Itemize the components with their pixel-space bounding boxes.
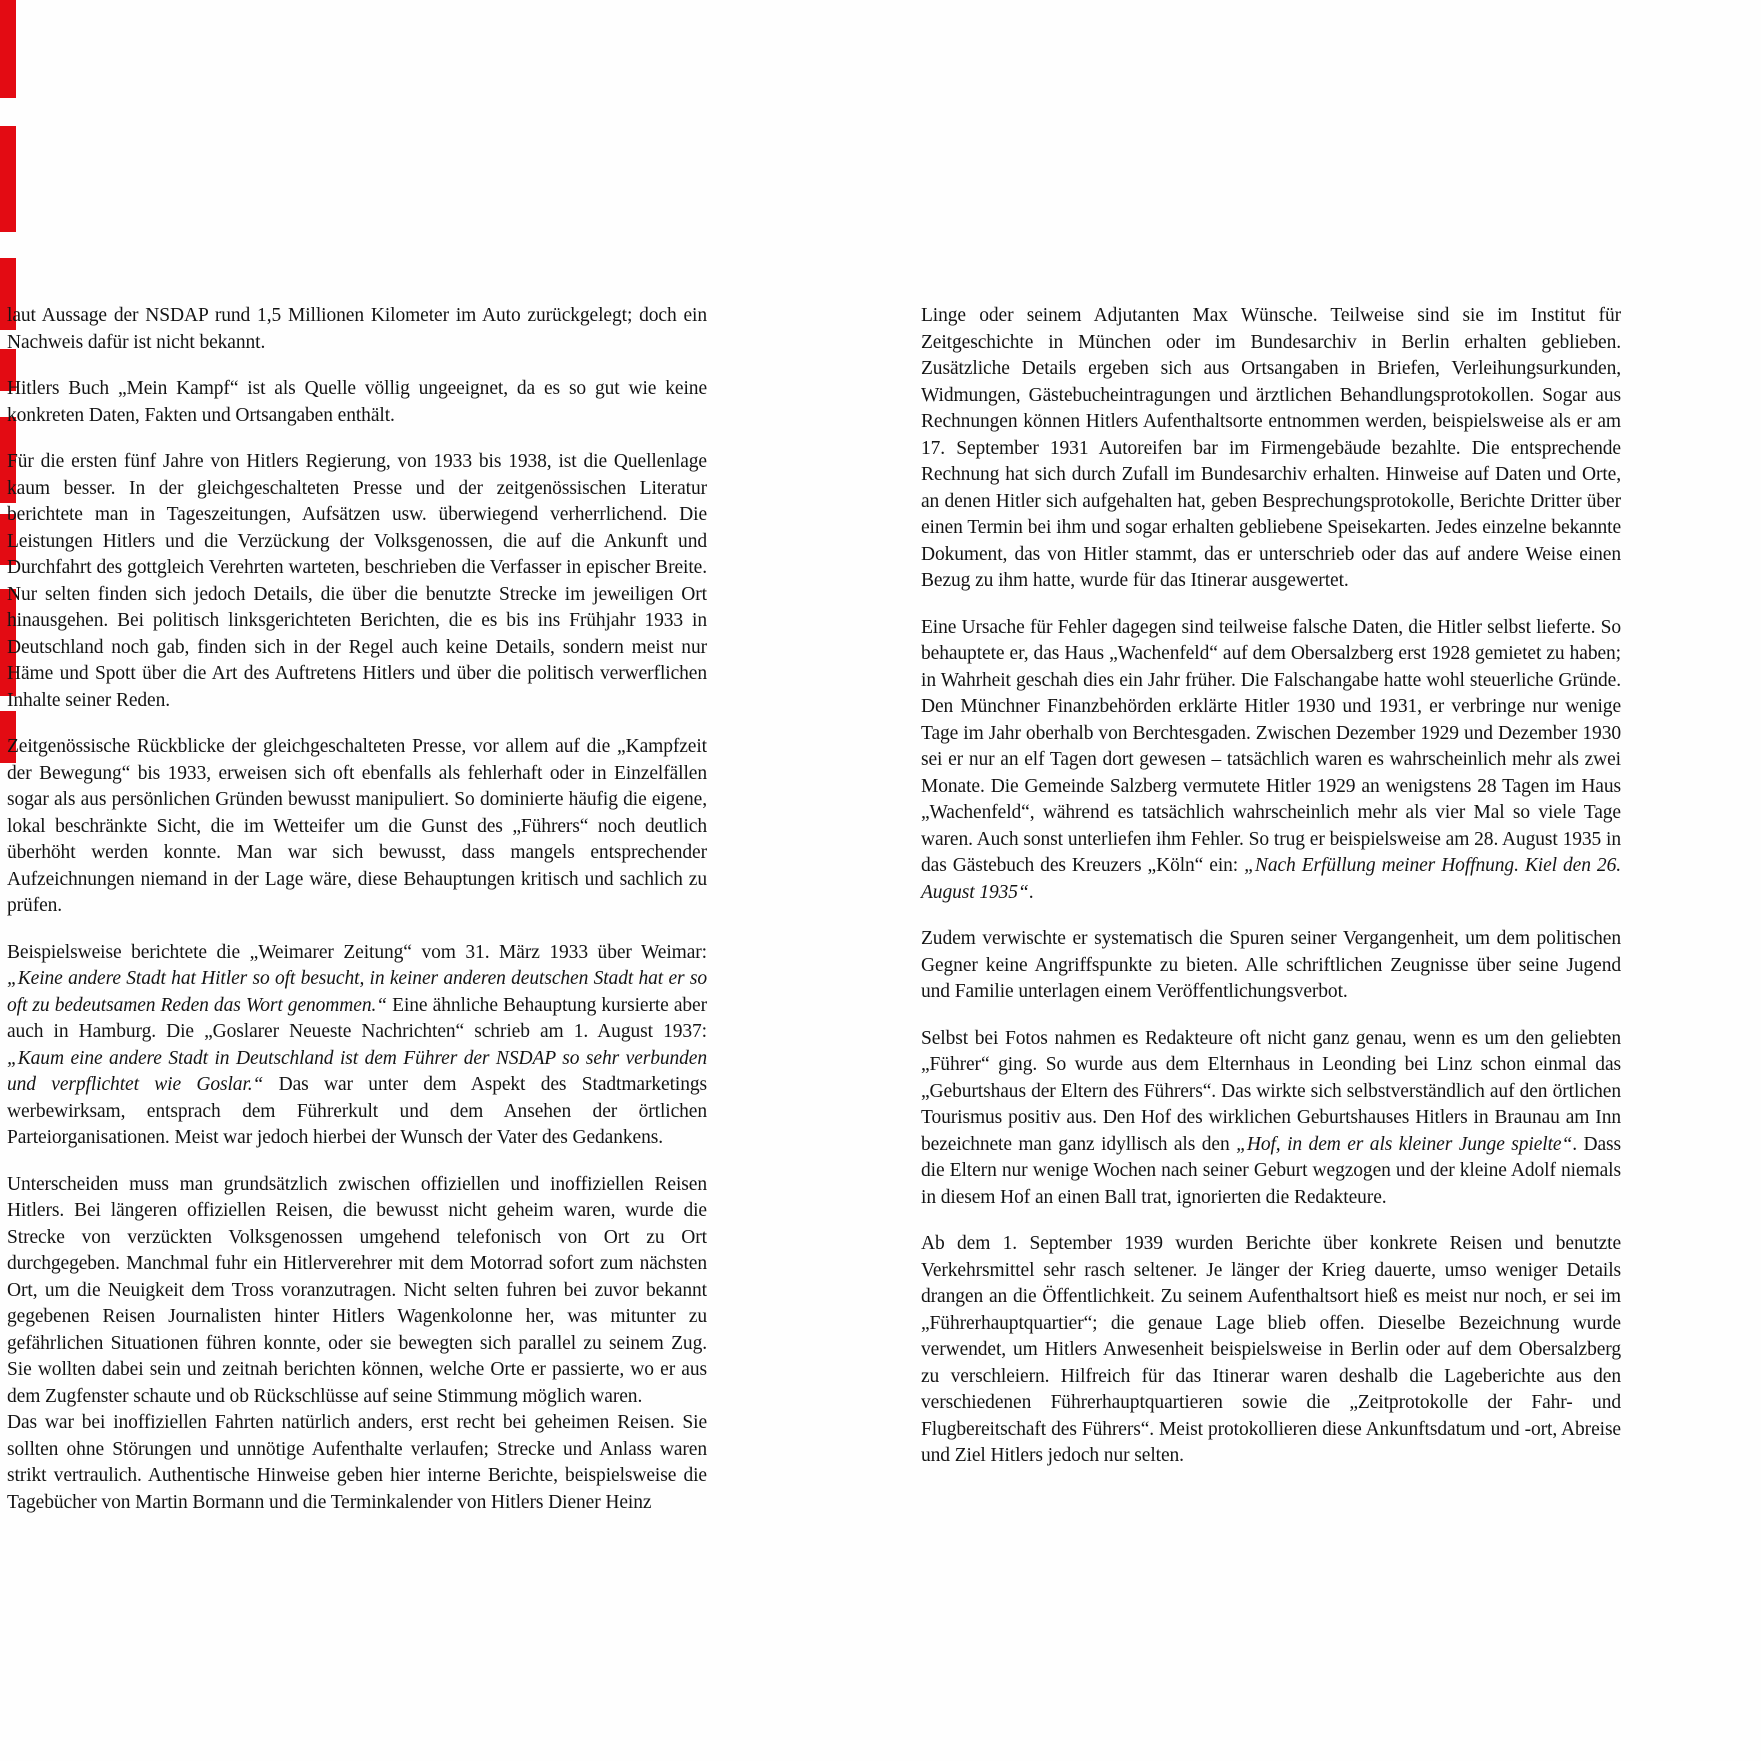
text-run: Eine Ursache für Fehler dagegen sind teilweise falsche Daten, die Hitler selbst lieferte. So behauptete er, das Haus „Wachenfeld“ auf dem Obersalzberg erst 1928 gemietet zu haben; in Wahrheit geschah dies ein Jahr früher. Die Falschangabe hatte wohl steuerliche Gründe. Den Münchner Finanzbehörden erklärte Hitler 1930 und 1931, er verbringe nur wenige Tage im Jahr oberhalb von Berchtesgaden. Zwischen Dezember 1929 und Dezember 1930 sei er nur an elf Tagen dort gewesen – tatsächlich waren es wahrscheinlich mehr als zwei Monate. Die Gemeinde Salzberg vermutete Hitler 1929 an wenigstens 28 Tagen im Haus „Wachenfeld“, während es tatsächlich wahrscheinlich mehr als vier Mal so viele Tage waren. Auch sonst unterliefen ihm Fehler. So trug er beispielsweise am 28. August 1935 in das Gästebuch des Kreuzers „Köln“ ein: (921, 616, 1621, 876)
paragraph (921, 1026, 1621, 1212)
text-run: Selbst bei Fotos nahmen es Redakteure oft nicht ganz genau, wenn es um den geliebten „Führer“ ging. So wurde aus dem Elternhaus in Leonding bei Linz schon einmal das „Geburtshaus der Eltern des Führers“. Das wirkte sich selbstverständlich auf den örtlichen Tourismus positiv aus. Den Hof des wirklichen Geburtshauses Hitlers in Braunau am Inn bezeichnete man ganz idyllisch als den (921, 1027, 1621, 1155)
paragraph (7, 734, 707, 920)
quote-text-run: „Hof, in dem er als kleiner Junge spielte“ (1236, 1133, 1573, 1155)
text-run: Hitlers Buch „Mein Kampf“ ist als Quelle völlig ungeeignet, da es so gut wie keine konkreten Daten, Fakten und Ortsangaben enthält. (7, 378, 707, 426)
text-run: Ab dem 1. September 1939 wurden Berichte über konkrete Reisen und benutzte Verkehrsmittel sehr rasch seltener. Je länger der Krieg dauerte, umso weniger Details drangen an die Öffentlichkeit. Zu seinem Aufenthaltsort hieß es meist nur noch, er sei im „Führerhauptquartier“; die genaue Lage blieb offen. Dieselbe Bezeichnung wurde verwendet, um Hitlers Anwesenheit beispielsweise in Berlin oder auf dem Obersalzberg zu verschleiern. Hilfreich für das Itinerar waren deshalb die Lageberichte aus den verschiedenen Führerhauptquartieren sowie die „Zeitprotokolle der Fahr- und Flugbereitschaft des Führers“. Meist protokollieren diese Ankunftsdatum und -ort, Abreise und Ziel Hitlers jedoch nur selten. (921, 1233, 1621, 1466)
paragraph (921, 303, 1621, 595)
text-run: Zeitgenössische Rückblicke der gleichgeschalteten Presse, vor allem auf die „Kampfzeit der Bewegung“ bis 1933, erweisen sich oft ebenfalls als fehlerhaft oder in Einzelfällen sogar als aus persönlichen Gründen bewusst manipuliert. So dominierte häufig die eigene, lokal beschränkte Sicht, die im Wetteifer um die Gunst des „Führers“ noch deutlich überhöht werden konnte. Man war sich bewusst, dass mangels entsprechender Aufzeichnungen niemand in der Lage wäre, diese Behauptungen kritisch und sachlich zu prüfen. (7, 736, 707, 916)
text-run: . Dass die Eltern nur wenige Wochen nach seiner Geburt wegzogen und der kleine Adolf niemals in diesem Hof an einen Ball trat, ignorierten die Redakteure. (921, 1133, 1621, 1208)
paragraph (7, 376, 707, 429)
text-run: laut Aussage der NSDAP rund 1,5 Millionen Kilometer im Auto zurückgelegt; doch ein Nachweis dafür ist nicht bekannt. (7, 305, 707, 353)
text-run: Eine ähnliche Behauptung kursierte aber auch in Hamburg. Die „Goslarer Neueste Nachrichten“ schrieb am 1. August 1937: (7, 994, 708, 1042)
text-run: Unterscheiden muss man grundsätzlich zwischen offiziellen und inoffiziellen Reisen Hitlers. Bei längeren offiziellen Reisen, die bewusst nicht geheim waren, wurde die Strecke von verzückten Volksgenossen umgehend telefonisch von Ort zu Ort durchgegeben. Manchmal fuhr ein Hitlerverehrer mit dem Motorrad sofort zum nächsten Ort, um die Neuigkeit dem Tross voranzutragen. Nicht selten fuhren bei zuvor bekannt gegebenen Reisen Journalisten hinter Hitlers Wagenkolonne her, was mitunter zu gefährlichen Situationen führen konnte, oder sie bewegten sich parallel zu seinem Zug. Sie wollten dabei sein und zeitnah berichten können, welche Orte er passierte, wo er aus dem Zugfenster schaute und ob Rückschlüsse auf seine Stimmung möglich waren. (7, 1173, 707, 1407)
text-run: Beispielsweise berichtete die „Weimarer Zeitung“ vom 31. März 1933 über Weimar: (7, 941, 707, 963)
quote-text-run: „Kaum eine andere Stadt in Deutschland ist dem Führer der NSDAP so sehr verbunden und verpflichtet wie Goslar.“ (7, 1047, 707, 1095)
text-run: . (1028, 881, 1034, 903)
right-column (921, 303, 1621, 1470)
paragraph (921, 1231, 1621, 1470)
text-run: Linge oder seinem Adjutanten Max Wünsche. Teilweise sind sie im Institut für Zeitgeschichte in München oder im Bundesarchiv in Berlin erhalten geblieben. Zusätzliche Details ergeben sich aus Ortsangaben in Briefen, Verleihungsurkunden, Widmungen, Gästebucheintragungen und ärztlichen Behandlungsprotokollen. Sogar aus Rechnungen können Hitlers Aufenthaltsorte entnommen werden, beispielsweise als er am 17. September 1931 Autoreifen bar im Firmengebäude bezahlte. Die entsprechende Rechnung hat sich durch Zufall im Bundesarchiv erhalten. Hinweise auf Daten und Orte, an denen Hitler sich aufgehalten hat, geben Besprechungsprotokolle, Berichte Dritter über einen Termin bei ihm und sogar erhalten gebliebene Speisekarten. Jedes einzelne bekannte Dokument, das von Hitler stammt, das er unterschrieb oder das auf andere Weise einen Bezug zu ihm hatte, wurde für das Itinerar ausgewertet. (921, 305, 1621, 591)
text-run: Zudem verwischte er systematisch die Spuren seiner Vergangenheit, um dem politischen Gegner keine Angriffspunkte zu bieten. Alle schriftlichen Zeugnisse über seine Jugend und Familie unterlagen einem Veröffentlichungsverbot. (921, 928, 1621, 1002)
text-run: Für die ersten fünf Jahre von Hitlers Regierung, von 1933 bis 1938, ist die Quellenlage kaum besser. In der gleichgeschalteten Presse und der zeitgenössischen Literatur berichtete man in Tageszeitungen, Aufsätzen usw. überwiegend verherrlichend. Die Leistungen Hitlers und die Verzückung der Volksgenossen, die auf die Ankunft und Durchfahrt des gottgleich Verehrten warteten, beschrieben die Verfasser in epischer Breite. Nur selten finden sich jedoch Details, die über die benutzte Strecke im jeweiligen Ort hinausgehen. Bei politisch linksgerichteten Berichten, die es bis ins Frühjahr 1933 in Deutschland noch gab, finden sich in der Regel auch keine Details, sondern meist nur Häme und Spott über die Art des Auftretens Hitlers und über die politisch verwerflichen Inhalte seiner Reden. (7, 451, 707, 711)
quote-text-run: „Nach Erfüllung meiner Hoffnung. Kiel den 26. August 1935“ (921, 855, 1621, 903)
paragraph (7, 940, 707, 1152)
text-run: Das war bei inoffiziellen Fahrten natürlich anders, erst recht bei geheimen Reisen. Sie sollten ohne Störungen und unnötige Aufenthalte verlaufen; Strecke und Anlass waren strikt vertraulich. Authentische Hinweise geben hier interne Berichte, beispielsweise die Tagebücher von Martin Bormann und die Terminkalender von Hitlers Diener Heinz (7, 1412, 707, 1513)
paragraph (921, 615, 1621, 907)
paragraph (7, 1410, 707, 1516)
red-mark-segment (0, 126, 16, 232)
red-mark-segment (0, 0, 16, 98)
paragraph (921, 926, 1621, 1006)
text-run: Das war unter dem Aspekt des Stadtmarketings werbewirksam, entsprach dem Führerkult und dem Ansehen der örtlichen Parteiorganisationen. Meist war jedoch hierbei der Wunsch der Vater des Gedankens. (7, 1074, 707, 1148)
paragraph (7, 449, 707, 714)
left-column (7, 303, 707, 1516)
quote-text-run: „Keine andere Stadt hat Hitler so oft besucht, in keiner anderen deutschen Stadt hat er so oft zu bedeutsamen Reden das Wort genommen.“ (7, 968, 707, 1016)
paragraph (7, 1172, 707, 1411)
paragraph (7, 303, 707, 356)
